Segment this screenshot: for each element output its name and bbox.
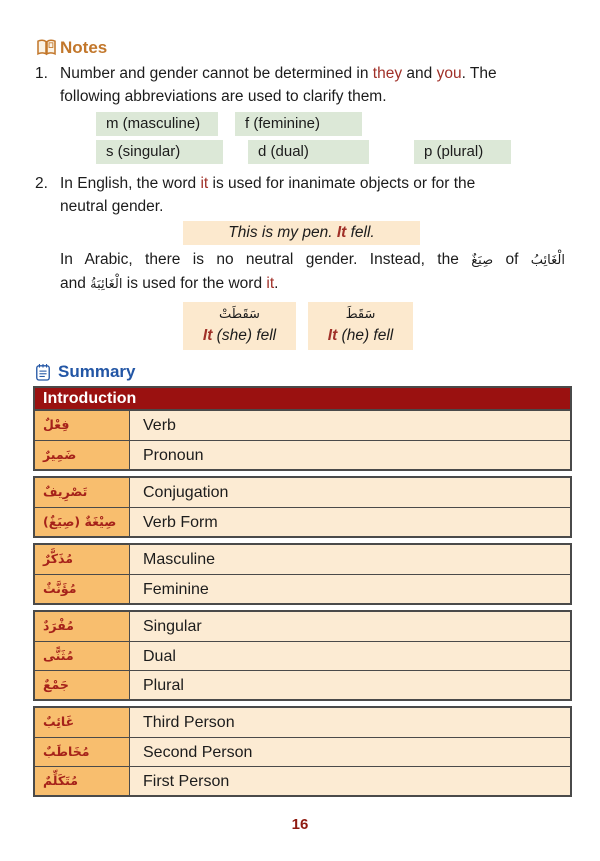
- table-group-5: [33, 706, 572, 797]
- arabic-term-cell: [35, 612, 130, 641]
- arabic-term: تَصْرِيفٌ: [43, 484, 88, 500]
- table-row: [35, 766, 570, 795]
- clipboard-icon: [35, 363, 51, 381]
- abbrev-dual: d (dual): [248, 140, 369, 164]
- arabic-term: فِعْلٌ: [43, 417, 70, 433]
- text-segment: and: [60, 275, 91, 292]
- arabic-term-cell: [35, 642, 130, 670]
- table-row: [35, 507, 570, 536]
- highlight-it: it: [266, 275, 275, 292]
- table-group-4: [33, 610, 572, 701]
- text-segment: In Arabic, there is no neutral gender. Instead, the: [60, 251, 472, 268]
- english-term-cell: Second Person: [130, 738, 570, 766]
- english-term-cell: Singular: [130, 612, 570, 641]
- arabic-term: غَائِبٌ: [43, 714, 75, 730]
- text-segment: . The: [461, 65, 497, 82]
- abbreviation-row-2: [96, 140, 565, 164]
- text-segment: (she) fell: [212, 327, 277, 344]
- table-row: [35, 545, 570, 574]
- text-segment: is used for the word: [122, 275, 267, 292]
- summary-table: [33, 386, 572, 797]
- note-item-1-body: [60, 62, 565, 108]
- note-item-2-marker: 2.: [35, 175, 48, 192]
- highlight-it: It: [202, 327, 213, 344]
- highlight-you: you: [436, 65, 462, 82]
- arabic-term-cell: [35, 441, 130, 469]
- note-item-1: [35, 62, 565, 108]
- arabic-term-cell: [35, 508, 130, 536]
- table-row: [35, 708, 570, 737]
- english-term-cell: Verb Form: [130, 508, 570, 536]
- text-segment: .: [274, 275, 279, 292]
- english-term-cell: Plural: [130, 671, 570, 699]
- translation-she-fell: [183, 325, 296, 346]
- arabic-term: مُذَكَّرٌ: [43, 551, 74, 567]
- english-term-cell: Pronoun: [130, 441, 570, 469]
- highlight-they: they: [372, 65, 403, 82]
- arabic-explanation: [60, 248, 565, 296]
- notes-header: [36, 36, 565, 59]
- note-item-1-line1: [60, 62, 565, 85]
- arabic-term-cell: [35, 411, 130, 440]
- arabic-word-saqatat: سَقَطَتْ: [219, 307, 260, 322]
- example-sentence-box: [183, 221, 420, 245]
- note-item-2-line1: [60, 172, 565, 195]
- table-header-introduction: Introduction: [33, 386, 572, 409]
- table-row: [35, 574, 570, 603]
- english-term-cell: Feminine: [130, 575, 570, 603]
- word-example-she-fell: [183, 302, 296, 350]
- arabic-term-cell: [35, 708, 130, 737]
- text-segment: Number and gender cannot be determined in: [60, 65, 373, 82]
- word-example-boxes: [183, 302, 565, 350]
- note-item-1-marker: 1.: [35, 65, 48, 82]
- table-row: [35, 440, 570, 469]
- arabic-word-alghaib: الْغَائِبُ: [530, 253, 565, 268]
- arabic-term: جَمْعٌ: [43, 676, 69, 692]
- highlight-it: It: [327, 327, 338, 344]
- english-term-cell: Conjugation: [130, 478, 570, 507]
- arabic-term-cell: [35, 478, 130, 507]
- notes-title: Notes: [60, 38, 108, 57]
- highlight-it: it: [200, 175, 209, 192]
- english-term-cell: First Person: [130, 767, 570, 795]
- arabic-term: صِيْغَةٌ (صِيَغٌ): [43, 513, 117, 529]
- note-item-1-line2: following abbreviations are used to clarify them.: [60, 88, 387, 105]
- arabic-term: مُؤَنَّثٌ: [43, 580, 77, 596]
- abbrev-plural: p (plural): [414, 140, 511, 164]
- note-item-2-body: [60, 172, 565, 218]
- text-segment: This is my pen.: [228, 224, 337, 241]
- text-segment: fell.: [346, 224, 375, 241]
- translation-he-fell: [308, 325, 413, 346]
- arabic-term: مُثَنًّى: [43, 647, 74, 663]
- page-number: 16: [291, 816, 309, 833]
- highlight-it: It: [336, 224, 347, 241]
- english-term-cell: Dual: [130, 642, 570, 670]
- abbreviation-row-1: [96, 112, 565, 136]
- arabic-term-cell: [35, 671, 130, 699]
- table-group-3: [33, 543, 572, 605]
- arabic-term: مُتَكَلِّمٌ: [43, 772, 79, 788]
- word-example-he-fell: [308, 302, 413, 350]
- table-row: [35, 670, 570, 699]
- summary-title: Summary: [58, 362, 136, 381]
- text-segment: is used for inanimate objects or for the: [208, 175, 476, 192]
- abbrev-singular: s (singular): [96, 140, 223, 164]
- arabic-word-siyagh: صِيَغٌ: [471, 253, 494, 268]
- abbrev-feminine: f (feminine): [235, 112, 362, 136]
- text-segment: (he) fell: [337, 327, 394, 344]
- note-item-2-line2: neutral gender.: [60, 198, 164, 215]
- arabic-word-saqata: سَقَطَ: [345, 307, 376, 322]
- english-term-cell: Third Person: [130, 708, 570, 737]
- table-row: [35, 737, 570, 766]
- arabic-explanation-line1: [60, 248, 565, 272]
- english-term-cell: Masculine: [130, 545, 570, 574]
- summary-header: [35, 360, 565, 383]
- arabic-term-cell: [35, 767, 130, 795]
- arabic-explanation-line2: [60, 272, 565, 296]
- table-row: [35, 411, 570, 440]
- table-group-2: [33, 476, 572, 538]
- table-group-1: [33, 409, 572, 471]
- arabic-term-cell: [35, 575, 130, 603]
- arabic-term-cell: [35, 545, 130, 574]
- arabic-term: مُخَاطَبٌ: [43, 743, 90, 759]
- arabic-term-cell: [35, 738, 130, 766]
- text-segment: of: [493, 251, 531, 268]
- table-row: [35, 641, 570, 670]
- text-segment: In English, the word: [60, 175, 201, 192]
- arabic-word-alghaibah: الْغَائِبَةُ: [90, 277, 123, 292]
- open-book-icon: [36, 39, 57, 56]
- abbrev-masculine: m (masculine): [96, 112, 218, 136]
- arabic-term: ضَمِيرٌ: [43, 446, 77, 462]
- note-item-2: [35, 172, 565, 218]
- english-term-cell: Verb: [130, 411, 570, 440]
- text-segment: and: [402, 65, 437, 82]
- arabic-term: مُفْرَدٌ: [43, 618, 74, 634]
- table-row: [35, 478, 570, 507]
- table-row: [35, 612, 570, 641]
